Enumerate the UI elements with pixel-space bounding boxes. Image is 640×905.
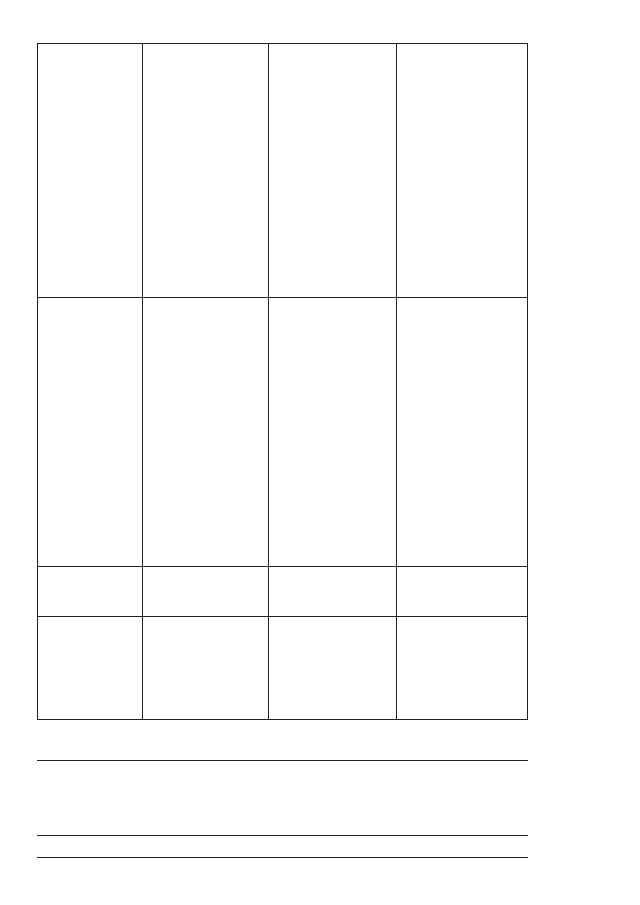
table-row bbox=[38, 616, 142, 719]
table-row bbox=[142, 44, 268, 297]
cell-tech-reserve bbox=[142, 297, 268, 423]
cell-address bbox=[142, 639, 268, 719]
cell-tech-reserve bbox=[268, 297, 396, 425]
cell-address bbox=[268, 641, 396, 719]
margin-rule bbox=[37, 760, 528, 761]
cell-emergency-reserve bbox=[38, 44, 142, 148]
margin-rule bbox=[37, 857, 528, 858]
table-row bbox=[396, 44, 527, 297]
table-row bbox=[268, 44, 396, 297]
table-row bbox=[396, 566, 527, 616]
table-row bbox=[268, 616, 396, 719]
table-row bbox=[38, 566, 142, 616]
table-row bbox=[268, 566, 396, 616]
cell-emergency-reserve bbox=[268, 44, 396, 172]
table-row bbox=[142, 566, 268, 616]
margin-rule bbox=[37, 835, 528, 836]
table-row bbox=[142, 297, 268, 566]
cell-address bbox=[38, 617, 142, 719]
table-row bbox=[142, 616, 268, 719]
cell-address bbox=[396, 644, 527, 719]
cell-tech-reserve bbox=[396, 297, 527, 428]
table-row bbox=[396, 616, 527, 719]
consumer-table bbox=[37, 43, 528, 720]
table-row bbox=[396, 297, 527, 566]
cell-emergency-reserve bbox=[142, 44, 268, 170]
table-row bbox=[268, 297, 396, 566]
cell-emergency-reserve bbox=[396, 44, 527, 175]
cell-tech-reserve bbox=[38, 297, 142, 401]
table-row bbox=[38, 297, 142, 566]
table-row bbox=[38, 44, 142, 297]
